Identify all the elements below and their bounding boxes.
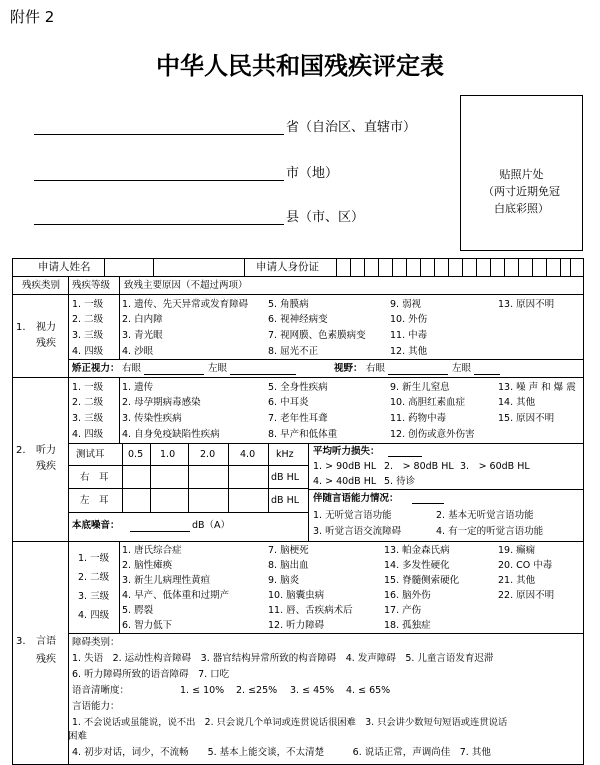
photo-box[interactable]: 贴照片处 （两寸近期免冠 白底彩照） bbox=[460, 95, 583, 251]
speech-cause[interactable]: 10. 脑囊虫病 bbox=[268, 590, 325, 601]
hearing-grade-1[interactable]: 1. 一级 bbox=[72, 382, 104, 393]
corrected-right-eye-field[interactable] bbox=[144, 374, 204, 375]
clarity-option[interactable]: 1. ≤ 10% bbox=[180, 685, 225, 696]
speech-grade-1[interactable]: 1. 一级 bbox=[78, 553, 110, 564]
noise-field[interactable] bbox=[130, 531, 190, 532]
hearing-grade-3[interactable]: 3. 三级 bbox=[72, 413, 104, 424]
vision-cause[interactable]: 2. 白内障 bbox=[122, 314, 163, 325]
hearing-cause[interactable]: 4. 自身免疫缺陷性疾病 bbox=[122, 429, 220, 440]
vision-cause[interactable]: 9. 弱视 bbox=[390, 299, 422, 310]
speech-category-label: 言语 bbox=[36, 636, 56, 647]
speech-ability-label: 伴随言语能力情况： bbox=[313, 493, 399, 504]
khz-header: kHz bbox=[276, 449, 294, 460]
applicant-name-field[interactable] bbox=[104, 258, 153, 276]
vision-cause[interactable]: 11. 中毒 bbox=[390, 330, 428, 341]
speech-option[interactable]: 4. 有一定的听觉言语功能 bbox=[436, 526, 544, 537]
hearing-cause[interactable]: 5. 全身性疾病 bbox=[268, 382, 328, 393]
applicant-id-label: 申请人身份证 bbox=[256, 261, 319, 273]
vision-cause[interactable]: 5. 角膜病 bbox=[268, 299, 309, 310]
attachment-label: 附件 2 bbox=[10, 8, 55, 26]
hearing-cause[interactable]: 1. 遗传 bbox=[122, 382, 154, 393]
speech-cause[interactable]: 21. 其他 bbox=[498, 575, 536, 586]
speech-cause[interactable]: 22. 原因不明 bbox=[498, 590, 555, 601]
hearing-grade-2[interactable]: 2. 二级 bbox=[72, 397, 104, 408]
speech-option[interactable]: 1. 无听觉言语功能 bbox=[313, 510, 392, 521]
hearing-cause[interactable]: 9. 新生儿窒息 bbox=[390, 382, 450, 393]
vision-cause[interactable]: 8. 屈光不正 bbox=[268, 346, 319, 357]
loss-option[interactable]: 2. > 80dB HL bbox=[384, 461, 454, 472]
speech-option[interactable]: 3. 听觉言语交流障碍 bbox=[313, 526, 402, 537]
view-left-eye-field[interactable] bbox=[474, 374, 500, 375]
speech-cause[interactable]: 20. CO 中毒 bbox=[498, 560, 553, 571]
hearing-cause[interactable]: 11. 药物中毒 bbox=[390, 413, 447, 424]
speech-cause[interactable]: 2. 脑性瘫痪 bbox=[122, 560, 173, 571]
corrected-vision-label: 矫正视力： bbox=[72, 363, 120, 374]
col-header-category: 残疾类别 bbox=[22, 280, 61, 291]
speech-cause[interactable]: 8. 脑出血 bbox=[268, 560, 309, 571]
speech-cause[interactable]: 3. 新生儿病理性黄疸 bbox=[122, 575, 211, 586]
ability-options[interactable]: 困难 bbox=[68, 731, 88, 742]
speech-cause[interactable]: 12. 听力障碍 bbox=[268, 620, 325, 631]
hearing-grade-4[interactable]: 4. 四级 bbox=[72, 429, 104, 440]
hearing-cause[interactable]: 14. 其他 bbox=[498, 397, 536, 408]
view-right-eye-field[interactable] bbox=[388, 374, 448, 375]
col-header-cause: 致残主要原因（不超过两项） bbox=[124, 280, 248, 291]
loss-option[interactable]: 1. > 90dB HL bbox=[313, 461, 377, 472]
vision-cause[interactable]: 6. 视神经病变 bbox=[268, 314, 328, 325]
barrier-options[interactable]: 1. 失语 2. 运动性构音障碍 3. 器官结构异常所致的构音障碍 4. 发声障碍 5. 儿童言语发育迟滞 bbox=[72, 653, 494, 664]
ability-options[interactable]: 4. 初步对话，词少，不流畅 5. 基本上能交谈，不太清楚 6. 说话正常，声调尚佳 7. 其他 bbox=[72, 747, 491, 758]
hearing-cause[interactable]: 2. 母孕期病毒感染 bbox=[122, 397, 201, 408]
hearing-category-label: 听力 bbox=[36, 445, 56, 456]
province-label: 省（自治区、直辖市） bbox=[286, 120, 417, 135]
speech-cause[interactable]: 11. 唇、舌疾病术后 bbox=[268, 605, 353, 616]
speech-cause[interactable]: 6. 智力低下 bbox=[122, 620, 173, 631]
speech-grade-4[interactable]: 4. 四级 bbox=[78, 610, 110, 621]
clarity-option[interactable]: 3. ≤ 45% bbox=[290, 685, 335, 696]
vision-grade-2[interactable]: 2. 二级 bbox=[72, 314, 104, 325]
corrected-left-eye-field[interactable] bbox=[230, 374, 296, 375]
speech-cause[interactable]: 17. 产伤 bbox=[384, 605, 422, 616]
vision-cause[interactable]: 13. 原因不明 bbox=[498, 299, 555, 310]
clarity-label: 语音清晰度： bbox=[72, 685, 130, 696]
avg-loss-field[interactable] bbox=[388, 456, 422, 457]
county-line[interactable] bbox=[34, 224, 284, 225]
applicant-name-label: 申请人姓名 bbox=[38, 261, 91, 273]
speech-cause[interactable]: 16. 脑外伤 bbox=[384, 590, 431, 601]
vision-category-label: 视力 bbox=[36, 322, 56, 333]
speech-grade-2[interactable]: 2. 二级 bbox=[78, 572, 110, 583]
loss-option[interactable]: 3. > 60dB HL bbox=[460, 461, 530, 472]
speech-cause[interactable]: 1. 唐氏综合症 bbox=[122, 545, 182, 556]
test-ear-header: 测试耳 bbox=[76, 449, 105, 460]
ability-title: 言语能力： bbox=[72, 701, 120, 712]
ability-options[interactable]: 1. 不会说话或虽能说，说不出 2. 只会说几个单词或连贯说话很困难 3. 只会讲少数短句短语或连贯说话 bbox=[72, 717, 508, 728]
hearing-cause[interactable]: 3. 传染性疾病 bbox=[122, 413, 182, 424]
page-title: 中华人民共和国残疾评定表 bbox=[156, 51, 444, 80]
clarity-option[interactable]: 4. ≤ 65% bbox=[346, 685, 391, 696]
speech-cause[interactable]: 14. 多发性硬化 bbox=[384, 560, 450, 571]
hearing-cause[interactable]: 7. 老年性耳聋 bbox=[268, 413, 328, 424]
vision-grade-1[interactable]: 1. 一级 bbox=[72, 299, 104, 310]
city-label: 市（地） bbox=[286, 166, 339, 181]
province-line[interactable] bbox=[34, 134, 284, 135]
speech-cause[interactable]: 9. 脑炎 bbox=[268, 575, 300, 586]
freq-header: 4.0 bbox=[240, 449, 256, 460]
vision-cause[interactable]: 7. 视网膜、色素膜病变 bbox=[268, 330, 366, 341]
speech-cause[interactable]: 19. 癫痫 bbox=[498, 545, 536, 556]
col-header-grade: 残疾等级 bbox=[72, 280, 111, 291]
speech-cause[interactable]: 18. 孤独症 bbox=[384, 620, 431, 631]
speech-grade-3[interactable]: 3. 三级 bbox=[78, 591, 110, 602]
speech-cause[interactable]: 5. 腭裂 bbox=[122, 605, 154, 616]
loss-option[interactable]: 5. 待诊 bbox=[384, 476, 416, 487]
page: 附件 2 中华人民共和国残疾评定表 省（自治区、直辖市） 市（地） 县（市、区） 贴照片处 （两寸近期免冠 白底彩照） 申请人姓名 申请人身份证 残疾类别 残疾等级 致残主要原因（不超过两项） 1. 视力 残疾 1. 一级 2. 二级 3. 三级 4. 四级 1. 遗传、先天异常或发育障碍 5. 角膜病 9. 弱视 13. 原因不明 2. 白内障 6. 视神经病变 10. 外伤 3. 青光眼 7. 视网膜、色素膜病变 11. 中毒 4. 沙眼 8. 屈光不正 12. 其他 矫正视力： 右眼 左眼 视野： 右眼 左眼 2. 听力 残疾 1. 一级 2. 二级 3. 三级 4. 四级 1. 遗传 5. 全身性疾病 9. 新生儿窒息 13. 噪 声 和 爆 震 2. 母孕期病毒感染 6. 中耳炎 10. 高胆红素血症 14. 其他 3. 传染性疾病 7. 老年性耳聋 11. 药物中毒 15. 原因不明 4. 自身免疫缺陷性疾病 8. 早产和低体重 12. 创伤或意外伤害 测试耳 0.5 1.0 2.0 4.0 kHz 右 耳 dB HL 左 耳 dB HL 本底噪音： dB（A） 平均听力损失： 1. > 90dB HL 2. > 80dB HL 3. > 60dB HL 4. > 40dB HL 5. 待诊 伴随言语能力情况： 1. 无听觉言语功能 2. 基本无听觉言语功能 3. 听觉言语交流障碍 4. 有一定的听觉言语功能 3. 言语 残疾 1. 一级 2. 二级 3. 三级 4. 四级 1. 唐氏综合症 7. 脑梗死 13. 帕金森氏病 19. 癫痫 2. 脑性瘫痪 8. 脑出血 14. 多发性硬化 20. CO 中毒 3. 新生儿病理性黄疸 9. 脑炎 15. 脊髓侧索硬化 21. 其他 4. 早产、低体重和过期产 10. 脑囊虫病 16. 脑外伤 22. 原因不明 5. 腭裂 11. 唇、舌疾病术后 17. 产伤 6. 智力低下 12. 听力障碍 18. 孤独症 障碍类别： 1. 失语 2. 运动性构音障碍 3. 器官结构异常所致的构音障碍 4. 发声障碍 5. 儿童言语发育迟滞 6. 听力障碍所致的语音障碍 7. 口吃 语音清晰度： 1. ≤ 10% 2. ≤25% 3. ≤ 45% 4. ≤ 65% 言语能力： 1. 不会说话或虽能说，说不出 2. 只会说几个单词或连贯说话很困难 3. 只会讲少数短句短语或连贯说话 困难 4. 初步对话，词少，不流畅 5. 基本上能交谈，不太清楚 6. 说话正常，声调尚佳 7. 其他 bbox=[0, 0, 600, 764]
hearing-cause[interactable]: 13. 噪 声 和 爆 震 bbox=[498, 382, 576, 393]
speech-ability-field[interactable] bbox=[412, 503, 444, 504]
clarity-option[interactable]: 2. ≤25% bbox=[236, 685, 278, 696]
speech-option[interactable]: 2. 基本无听觉言语功能 bbox=[436, 510, 534, 521]
county-label: 县（市、区） bbox=[286, 210, 365, 225]
left-ear-label: 左 耳 bbox=[80, 495, 109, 506]
freq-header: 0.5 bbox=[128, 449, 144, 460]
right-ear-label: 右 耳 bbox=[80, 472, 109, 483]
avg-loss-label: 平均听力损失： bbox=[313, 446, 380, 457]
speech-cause[interactable]: 4. 早产、低体重和过期产 bbox=[122, 590, 230, 601]
vision-cause[interactable]: 10. 外伤 bbox=[390, 314, 428, 325]
city-line[interactable] bbox=[34, 180, 284, 181]
vision-cause[interactable]: 4. 沙眼 bbox=[122, 346, 154, 357]
vision-grade-4[interactable]: 4. 四级 bbox=[72, 346, 104, 357]
speech-cause[interactable]: 13. 帕金森氏病 bbox=[384, 545, 450, 556]
speech-cause[interactable]: 15. 脊髓侧索硬化 bbox=[384, 575, 460, 586]
noise-label: 本底噪音： bbox=[72, 520, 120, 531]
freq-header: 2.0 bbox=[200, 449, 216, 460]
vision-cause[interactable]: 1. 遗传、先天异常或发育障碍 bbox=[122, 299, 249, 310]
hearing-cause[interactable]: 10. 高胆红素血症 bbox=[390, 397, 466, 408]
hearing-cause[interactable]: 6. 中耳炎 bbox=[268, 397, 309, 408]
vision-grade-3[interactable]: 3. 三级 bbox=[72, 330, 104, 341]
loss-option[interactable]: 4. > 40dB HL bbox=[313, 476, 377, 487]
hearing-cause[interactable]: 15. 原因不明 bbox=[498, 413, 555, 424]
barrier-title: 障碍类别： bbox=[72, 637, 120, 648]
freq-header: 1.0 bbox=[160, 449, 176, 460]
vision-cause[interactable]: 12. 其他 bbox=[390, 346, 428, 357]
vision-cause[interactable]: 3. 青光眼 bbox=[122, 330, 163, 341]
view-field-label: 视野： bbox=[334, 363, 363, 374]
applicant-id-field[interactable] bbox=[336, 258, 583, 276]
hearing-cause[interactable]: 8. 早产和低体重 bbox=[268, 429, 338, 440]
hearing-cause[interactable]: 12. 创伤或意外伤害 bbox=[390, 429, 475, 440]
speech-cause[interactable]: 7. 脑梗死 bbox=[268, 545, 309, 556]
barrier-options[interactable]: 6. 听力障碍所致的语音障碍 7. 口吃 bbox=[72, 669, 230, 680]
